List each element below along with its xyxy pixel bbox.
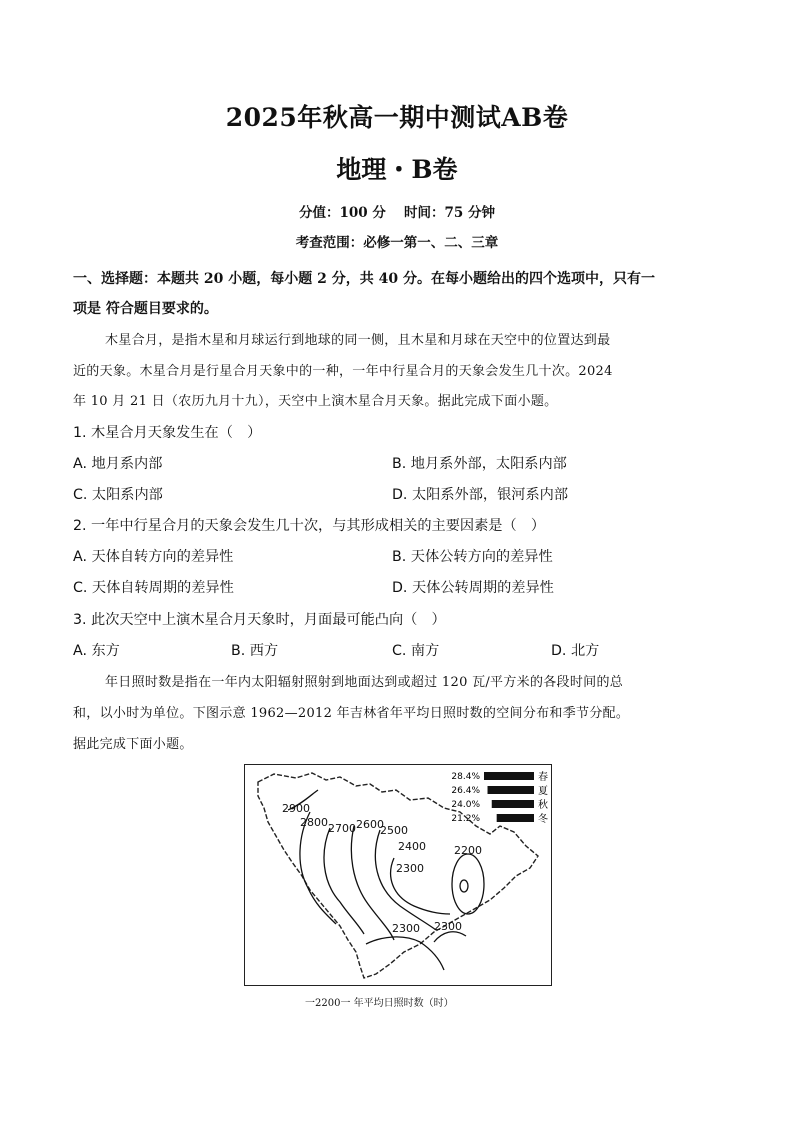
contour-label: 2800 xyxy=(300,816,328,829)
passage1-line1: 木星合月，是指木星和月球运行到地球的同一侧，且木星和月球在天空中的位置达到最 xyxy=(105,333,611,348)
season-label: 夏 xyxy=(538,786,548,797)
exam-meta: 分值：100 分 时间：75 分钟 xyxy=(298,205,496,221)
figure-caption: 一2200一 年平均日照时数（时） xyxy=(305,998,454,1009)
q1-option-c[interactable]: C. 太阳系内部 xyxy=(73,487,163,503)
season-bar xyxy=(484,772,534,780)
page-subtitle: 地理・B卷 xyxy=(336,155,458,184)
q2-option-b[interactable]: B. 天体公转方向的差异性 xyxy=(392,549,553,565)
passage2-line1: 年日照时数是指在一年内太阳辐射照射到地面达到或超过 120 瓦/平方米的各段时间的总 xyxy=(105,675,624,690)
q1-option-a[interactable]: A. 地月系内部 xyxy=(73,456,163,472)
page-title: 2025年秋高一期中测试AB卷 xyxy=(225,103,569,132)
season-label: 秋 xyxy=(538,800,548,811)
contour-label: 2400 xyxy=(398,840,426,853)
contour-label: 2900 xyxy=(282,802,310,815)
passage2-line3: 据此完成下面小题。 xyxy=(73,737,193,752)
passage1-line2: 近的天象。木星合月是行星合月天象中的一种，一年中行星合月的天象会发生几十次。2024 xyxy=(73,364,613,379)
question-1-stem: 1. 木星合月天象发生在（ ） xyxy=(73,425,262,441)
season-label: 春 xyxy=(538,772,548,783)
q2-option-d[interactable]: D. 天体公转周期的差异性 xyxy=(392,580,554,596)
season-label: 冬 xyxy=(538,814,548,825)
contour-label: 2600 xyxy=(356,818,384,831)
season-bar xyxy=(497,814,534,822)
contour-label: 2500 xyxy=(380,824,408,837)
sunshine-map-figure xyxy=(244,764,552,1010)
passage2-line2: 和，以小时为单位。下图示意 1962—2012 年吉林省年平均日照时数的空间分布和季节分配。 xyxy=(73,706,630,721)
exam-scope: 考查范围：必修一第一、二、三章 xyxy=(295,235,499,251)
section-heading-line2: 项是 符合题目要求的。 xyxy=(73,301,218,317)
passage1-line3: 年 10 月 21 日（农历九月十九），天空中上演木星合月天象。据此完成下面小题。 xyxy=(73,394,558,409)
season-bar xyxy=(488,786,534,794)
bar-value-label: 26.4% xyxy=(451,786,480,796)
q3-option-b[interactable]: B. 西方 xyxy=(231,643,279,659)
section-heading-line1: 一、选择题：本题共 20 小题，每小题 2 分，共 40 分。在每小题给出的四个选项中，只有一 xyxy=(73,271,655,287)
q2-option-c[interactable]: C. 天体自转周期的差异性 xyxy=(73,580,234,596)
bar-value-label: 24.0% xyxy=(451,800,480,810)
q3-option-d[interactable]: D. 北方 xyxy=(551,643,600,659)
contour-label: 2200 xyxy=(454,844,482,857)
q2-option-a[interactable]: A. 天体自转方向的差异性 xyxy=(73,549,234,565)
q3-option-a[interactable]: A. 东方 xyxy=(73,643,120,659)
question-3-stem: 3. 此次天空中上演木星合月天象时，月面最可能凸向（ ） xyxy=(73,612,446,628)
q3-option-c[interactable]: C. 南方 xyxy=(392,643,440,659)
q1-option-d[interactable]: D. 太阳系外部，银河系内部 xyxy=(392,487,569,503)
season-bar xyxy=(492,800,534,808)
contour-label: 2300 xyxy=(396,862,424,875)
contour-label: 2300 xyxy=(392,922,420,935)
q1-option-b[interactable]: B. 地月系外部，太阳系内部 xyxy=(392,456,567,472)
contour-label: 2700 xyxy=(328,822,356,835)
question-2-stem: 2. 一年中行星合月的天象会发生几十次，与其形成相关的主要因素是（ ） xyxy=(73,518,546,534)
figure-frame xyxy=(245,765,552,986)
contour-label: 2300 xyxy=(434,920,462,933)
bar-value-label: 28.4% xyxy=(451,772,480,782)
bar-value-label: 21.2% xyxy=(451,814,480,824)
